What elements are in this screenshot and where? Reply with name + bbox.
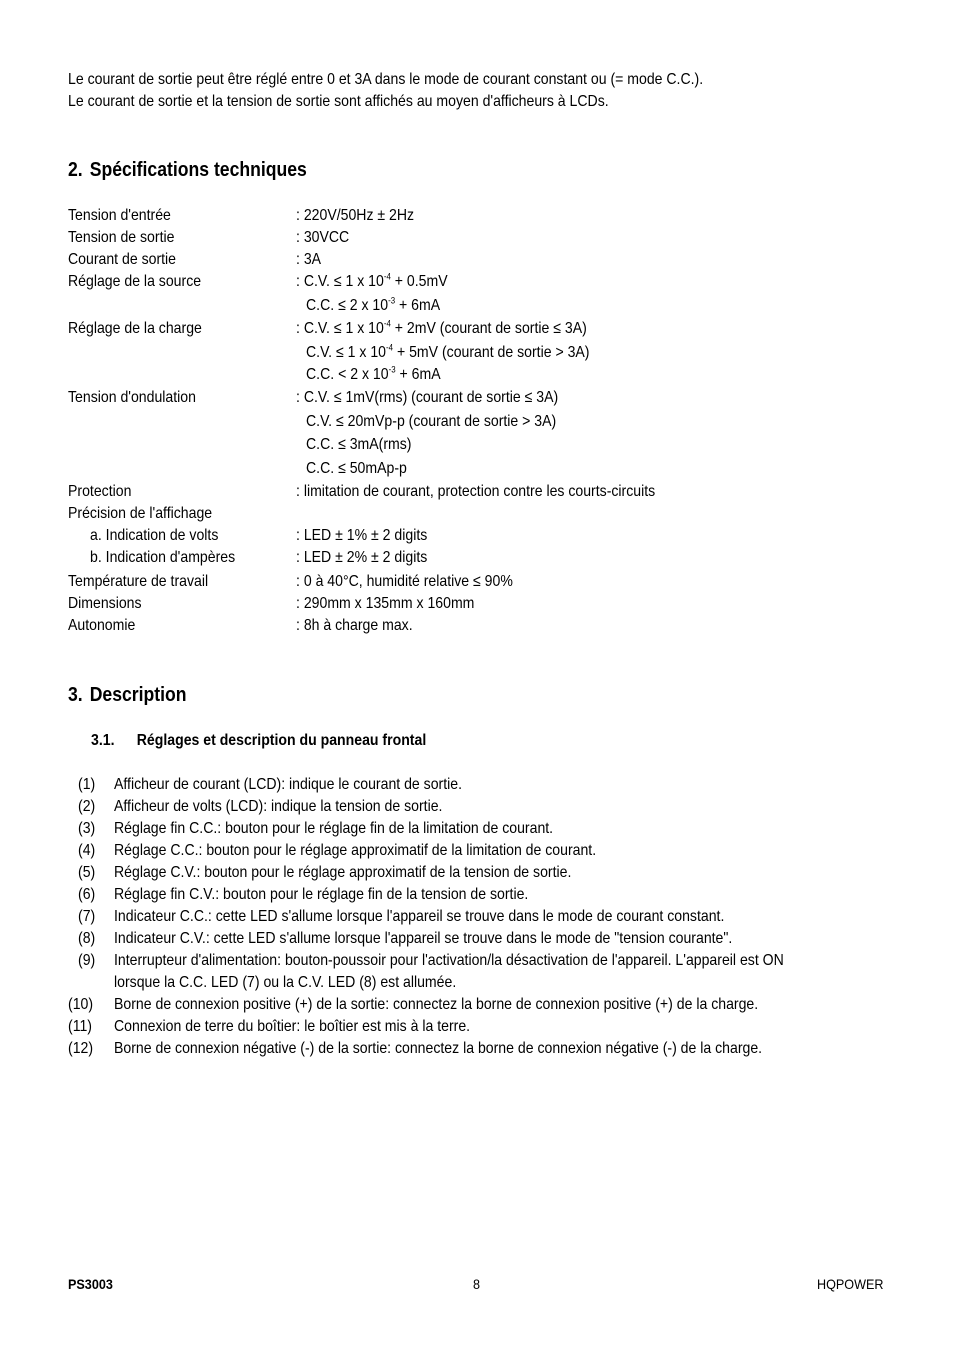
spec-label: a. Indication de volts	[90, 527, 219, 544]
section-number: 3.	[68, 684, 83, 706]
spec-row-continuation	[0, 342, 954, 364]
spec-value: C.V. ≤ 1 x $10^{-4} + 5mV$ (courant de sortie > 3A)	[306, 342, 590, 361]
item-number: (11)	[68, 1018, 92, 1035]
spec-row-temperature	[0, 571, 954, 593]
item-text: Réglage C.V.: bouton pour le réglage approximatif de la tension de sortie.	[114, 864, 572, 881]
footer-page-number: 8	[473, 1276, 481, 1292]
list-item	[0, 796, 954, 818]
item-number: (6)	[78, 886, 96, 903]
subsection-3-1-heading	[91, 731, 426, 751]
spec-value: : C.V. ≤ 1 x $10^{-4} + 0.5mV$	[296, 271, 448, 290]
spec-value: : C.V. ≤ 1mV(rms) (courant de sortie ≤ 3A)	[296, 389, 559, 406]
spec-row-continuation	[0, 411, 954, 435]
spec-row-protection	[0, 481, 954, 503]
item-text: Réglage fin C.C.: bouton pour le réglage fin de la limitation de courant.	[114, 820, 554, 837]
spec-row-continuation	[0, 295, 954, 319]
spec-row-volts	[0, 525, 954, 547]
list-item	[0, 818, 954, 840]
spec-label: Réglage de la source	[68, 273, 202, 290]
item-text: Afficheur de volts (LCD): indique la tension de sortie.	[114, 798, 443, 815]
spec-label: Tension de sortie	[68, 229, 175, 246]
spec-label: Précision de l'affichage	[68, 505, 213, 522]
spec-row-tension-sortie	[0, 227, 954, 249]
spec-label: Tension d'entrée	[68, 207, 171, 224]
spec-row-reglage-source	[0, 271, 954, 295]
section-title: Spécifications techniques	[89, 159, 307, 181]
item-text: Connexion de terre du boîtier: le boîtier est mis à la terre.	[114, 1018, 471, 1035]
spec-label: Courant de sortie	[68, 251, 177, 268]
spec-row-dimensions	[0, 593, 954, 615]
list-item	[0, 950, 954, 994]
item-text: Réglage fin C.V.: bouton pour le réglage fin de la tension de sortie.	[114, 886, 529, 903]
intro-line: Le courant de sortie peut être réglé entre 0 et 3A dans le mode de courant constant ou (= mode C.C.).	[68, 71, 704, 88]
spec-label: Réglage de la charge	[68, 320, 202, 337]
list-item	[0, 994, 954, 1016]
spec-label: Tension d'ondulation	[68, 389, 196, 406]
item-text: Indicateur C.C.: cette LED s'allume lorsque l'appareil se trouve dans le mode de courant constant.	[114, 908, 725, 925]
spec-value: C.C. ≤ 2 x $10^{-3} + 6mA$	[306, 295, 441, 314]
spec-value: C.V. ≤ 20mVp-p (courant de sortie > 3A)	[306, 412, 557, 430]
spec-table	[0, 205, 954, 637]
spec-row-autonomie	[0, 615, 954, 637]
spec-value: : C.V. ≤ 1 x $10^{-4} + 2mV$ (courant de sortie ≤ 3A)	[296, 318, 587, 337]
item-number: (9)	[78, 952, 96, 969]
spec-value: : LED ± 1% ± 2 digits	[296, 527, 428, 544]
spec-label: Autonomie	[68, 616, 136, 634]
spec-value: : 220V/50Hz ± 2Hz	[296, 207, 415, 224]
spec-row-tension-entree	[0, 205, 954, 227]
spec-row-reglage-charge	[0, 318, 954, 342]
spec-value: : 3A	[296, 251, 322, 268]
spec-value: C.C. < 2 x $10^{-3} + 6mA$	[306, 364, 441, 383]
spec-row-amperes	[0, 547, 954, 571]
spec-value: C.C. ≤ 3mA(rms)	[306, 436, 412, 453]
section-2-heading	[68, 158, 307, 182]
item-text: lorsque la C.C. LED (7) ou la C.V. LED (8) est allumée.	[114, 974, 457, 991]
item-text: Borne de connexion négative (-) de la sortie: connectez la borne de connexion négative (-) de la charge.	[114, 1040, 763, 1057]
spec-value: : 290mm x 135mm x 160mm	[296, 594, 475, 612]
spec-row-courant-sortie	[0, 249, 954, 271]
item-text: Réglage C.C.: bouton pour le réglage approximatif de la limitation de courant.	[114, 842, 597, 859]
spec-label: Protection	[68, 483, 132, 500]
list-item	[0, 1016, 954, 1038]
item-text: Borne de connexion positive (+) de la sortie: connectez la borne de connexion positive (+) de la charge.	[114, 996, 759, 1013]
spec-value: : 0 à 40°C, humidité relative ≤ 90%	[296, 572, 513, 590]
spec-row-continuation	[0, 434, 954, 458]
section-title: Description	[89, 684, 187, 706]
item-number: (8)	[78, 930, 96, 947]
item-number: (5)	[78, 864, 96, 881]
item-text: Interrupteur d'alimentation: bouton-poussoir pour l'activation/la désactivation de l'appareil. L'appareil est ON	[114, 952, 784, 969]
item-text: Indicateur C.V.: cette LED s'allume lorsque l'appareil se trouve dans le mode de "tension courante".	[114, 930, 733, 947]
footer-model: PS3003	[68, 1276, 113, 1292]
item-number: (4)	[78, 842, 96, 859]
section-3-heading	[68, 683, 187, 707]
section-number: 2.	[68, 159, 83, 181]
front-panel-list	[0, 774, 954, 1060]
item-number: (2)	[78, 798, 96, 815]
item-number: (3)	[78, 820, 96, 837]
spec-row-precision	[0, 503, 954, 525]
list-item	[0, 884, 954, 906]
list-item	[0, 906, 954, 928]
subsection-number: 3.1.	[91, 732, 115, 749]
spec-label: b. Indication d'ampères	[90, 549, 236, 566]
subsection-title: Réglages et description du panneau frontal	[136, 732, 427, 749]
item-number: (10)	[68, 996, 94, 1013]
item-number: (1)	[78, 776, 96, 793]
list-item	[0, 774, 954, 796]
spec-row-continuation	[0, 364, 954, 388]
item-text: Afficheur de courant (LCD): indique le courant de sortie.	[114, 776, 463, 793]
list-item	[0, 928, 954, 950]
intro-paragraph	[68, 69, 790, 113]
item-number: (7)	[78, 908, 96, 925]
spec-value: : LED ± 2% ± 2 digits	[296, 549, 428, 566]
spec-label: Dimensions	[68, 594, 142, 612]
spec-row-ondulation	[0, 387, 954, 411]
item-number: (12)	[68, 1040, 94, 1057]
list-item	[0, 840, 954, 862]
list-item	[0, 1038, 954, 1060]
spec-value: C.C. ≤ 50mAp-p	[306, 459, 407, 477]
spec-value: : 30VCC	[296, 229, 350, 246]
spec-value: : 8h à charge max.	[296, 616, 413, 634]
spec-value: : limitation de courant, protection contre les courts-circuits	[296, 483, 656, 500]
spec-row-continuation	[0, 458, 954, 482]
intro-line: Le courant de sortie et la tension de sortie sont affichés au moyen d'afficheurs à LCDs.	[68, 93, 609, 110]
list-item	[0, 862, 954, 884]
spec-label: Température de travail	[68, 572, 209, 590]
footer-brand: HQPOWER	[817, 1276, 884, 1292]
